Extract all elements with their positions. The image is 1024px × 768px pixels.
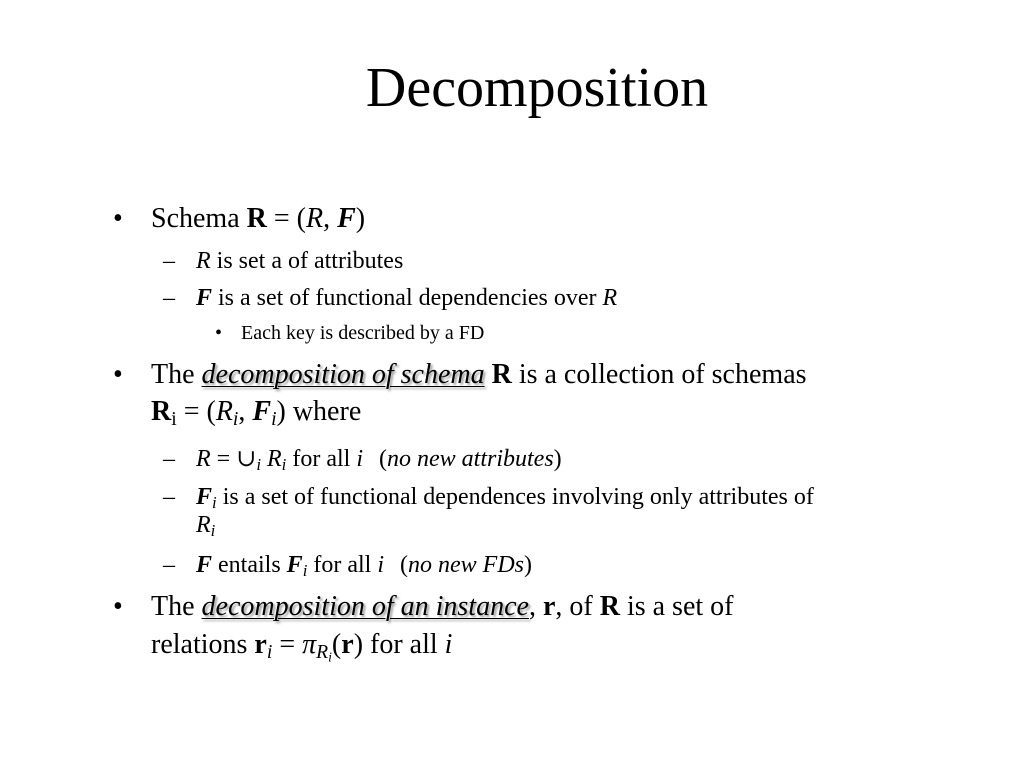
bullet-icon: • bbox=[215, 322, 223, 344]
subbullet-F-dependencies: – F is a set of functional dependencies over R bbox=[163, 285, 618, 311]
dash-icon: – bbox=[163, 248, 175, 274]
subbullet-R-attributes: – R is set a of attributes bbox=[163, 248, 404, 274]
dash-icon: – bbox=[163, 446, 175, 472]
slide-title: Decomposition bbox=[365, 57, 709, 119]
bullet-decomposition-schema-line2: $R_i = (R_i$, $F_i$) where bbox=[151, 396, 362, 430]
bullet-decomposition-instance: • The decomposition of an instance, r, of R is a set of bbox=[151, 588, 733, 625]
subbullet-no-new-attributes: – $R = \cup_i$ $R_i$ for all i (no new attributes) bbox=[163, 446, 562, 475]
bullet-icon: • bbox=[113, 203, 123, 234]
term-decomposition-of-an-instance: decomposition of an instance bbox=[201, 591, 529, 622]
dash-icon: – bbox=[163, 552, 175, 578]
dash-icon: – bbox=[163, 285, 175, 311]
subsubbullet-each-key: • Each key is described by a FD bbox=[215, 322, 485, 344]
bullet-schema: • Schema R = (R, F) bbox=[151, 200, 365, 237]
bullet-decomposition-instance-line2: relations $r_i = \pi_{R_i}(r)$ for all i bbox=[151, 629, 453, 665]
bullet-icon: • bbox=[113, 591, 123, 622]
subbullet-Fi-dependences-line2: $R_i$ bbox=[196, 512, 216, 541]
dash-icon: – bbox=[163, 484, 175, 510]
subbullet-Fi-dependences: – $F_i$ is a set of functional dependences involving only attributes of bbox=[163, 484, 814, 513]
subbullet-no-new-fds: – F entails $F_i$ for all i (no new FDs) bbox=[163, 552, 533, 581]
term-decomposition-of-schema: decomposition of schema bbox=[201, 359, 485, 390]
bullet-icon: • bbox=[113, 359, 123, 390]
bullet-decomposition-schema: • The decomposition of schema R is a collection of schemas bbox=[151, 356, 807, 393]
